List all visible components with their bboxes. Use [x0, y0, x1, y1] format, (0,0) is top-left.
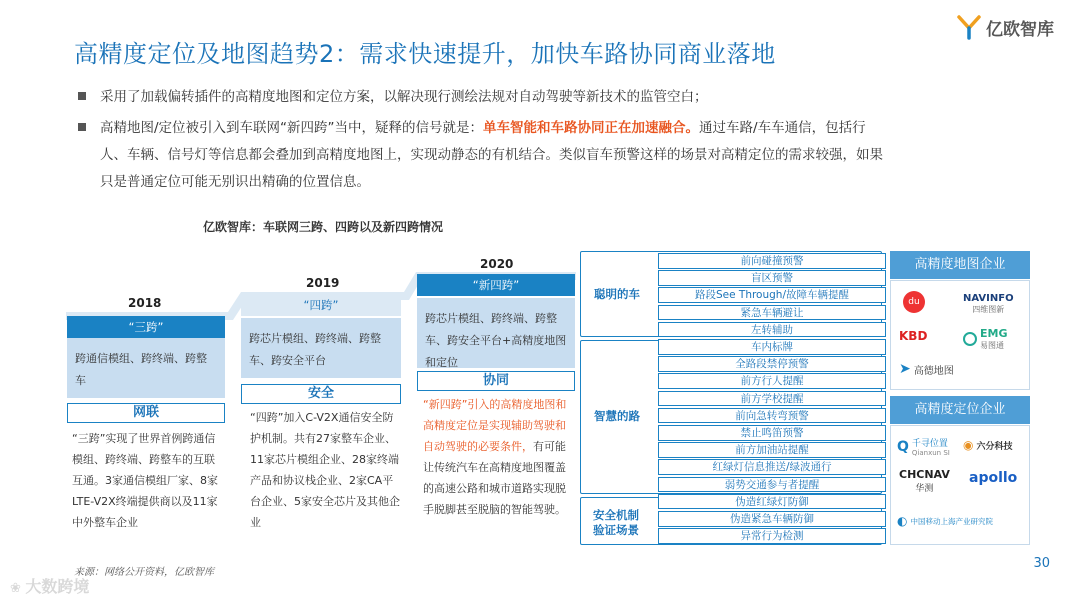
- stage-2018-features: 跨通信模组、跨终端、跨整车: [67, 338, 225, 398]
- watermark-logo-icon: ❀: [10, 581, 26, 596]
- stage-2018-tag: 网联: [67, 403, 225, 423]
- page-title: 高精度定位及地图趋势2：需求快速提升，加快车路协同商业落地: [74, 40, 776, 68]
- scenario-item: 红绿灯信息推送/绿波通行: [658, 459, 886, 475]
- company-qianxun: Q 千寻位置 Qianxun SI: [897, 438, 950, 457]
- company-liufen: ◉ 六分科技: [963, 438, 1013, 452]
- company-chcnav: CHCNAV 华测: [899, 468, 950, 494]
- bullet-square-icon: [78, 92, 86, 100]
- scenario-item: 车内标牌: [658, 339, 886, 355]
- positioning-companies-box: [890, 425, 1030, 545]
- stage-2018-name: “三跨”: [67, 316, 225, 338]
- scenario-item: 前方行人提醒: [658, 373, 886, 389]
- scenario-item: 伪造紧急车辆防御: [658, 511, 886, 527]
- scenario-item: 前方加油站提醒: [658, 442, 886, 458]
- stage-2020-year: 2020: [480, 257, 514, 271]
- positioning-companies-header: 高精度定位企业: [890, 396, 1030, 424]
- qianxun-icon: Q: [897, 438, 909, 455]
- stage-2018-year: 2018: [128, 296, 162, 310]
- stage-2019-year: 2019: [306, 276, 340, 290]
- map-companies-header: 高精度地图企业: [890, 251, 1030, 279]
- company-emg: EMG 易图通: [963, 327, 1008, 351]
- stage-2020-features: 跨芯片模组、跨终端、跨整车、跨安全平台+高精度地图和定位: [417, 298, 575, 368]
- bullet-2-pre: 高精地图/定位被引入到车联网“新四跨”当中，疑释的信号就是：: [100, 120, 484, 136]
- stage-2019-features: 跨芯片模组、跨终端、跨整车、跨安全平台: [241, 318, 401, 378]
- page-number: 30: [1033, 556, 1050, 571]
- bullet-2-highlight: 单车智能和车路协同正在加速融合。: [483, 120, 700, 136]
- group-label-security: 安全机制验证场景: [593, 508, 639, 537]
- scenario-item: 弱势交通参与者提醒: [658, 477, 886, 493]
- bullet-square-icon: [78, 123, 86, 131]
- bullet-2-post: 通过车路/车车通信，包括行: [699, 120, 866, 136]
- company-apollo: apollo: [969, 470, 1018, 486]
- group-label-smart-car: 聪明的车: [594, 287, 640, 301]
- bullet-2-line3: 只是普通定位可能无别识出精确的位置信息。: [100, 174, 370, 190]
- bullet-2-line2: 人、车辆、信号灯等信息都会叠加到高精度地图上，实现动静态的有机结合。类似盲车预警这样的场景对高精定位的需求较强，如果: [100, 147, 883, 163]
- amap-icon: ➤: [899, 361, 911, 377]
- watermark: ❀ 大数跨境: [10, 577, 90, 596]
- group-label-smart-road: 智慧的路: [594, 409, 640, 423]
- stage-2019-tag: 安全: [241, 384, 401, 404]
- stage-2020-desc: [423, 394, 575, 520]
- stage-2020-tag: 协同: [417, 371, 575, 391]
- bullet-1: [78, 84, 1038, 111]
- stage-2020-desc-text: 有可能让传统汽车在高精度地图覆盖的高速公路和城市道路实现脱手脱脚甚至脱脑的智能驾驶。: [423, 440, 566, 516]
- scenario-item: 路段See Through/故障车辆提醒: [658, 287, 886, 303]
- logo-text: 亿欧智库: [986, 19, 1054, 40]
- company-baidu: du: [903, 291, 925, 313]
- stage-2020-name: “新四跨”: [417, 274, 575, 296]
- scenario-item: 前向急转弯预警: [658, 408, 886, 424]
- logo: [956, 14, 1054, 40]
- scenario-item: 紧急车辆避让: [658, 305, 886, 321]
- company-cmri: ◐ 中国移动上海产业研究院: [897, 514, 993, 528]
- map-companies-box: [890, 280, 1030, 390]
- bullet-2: [78, 115, 1038, 196]
- scenario-item: 盲区预警: [658, 270, 886, 286]
- bullet-1-text: 采用了加载偏转插件的高精度地图和定位方案，以解决现行测绘法规对自动驾驶等新技术的监管空白；: [100, 89, 708, 105]
- company-kbd: KBD: [899, 329, 928, 343]
- yiou-logo-icon: [956, 14, 982, 40]
- china-mobile-icon: ◐: [897, 514, 908, 528]
- scenario-item: 左转辅助: [658, 322, 886, 338]
- stage-2019-desc: “四跨”加入C-V2X通信安全防护机制。共有27家整车企业、11家芯片模组企业、28家终端产品和协议栈企业、2家CA平台企业、5家安全芯片及其他企业: [250, 411, 400, 529]
- company-amap: ➤ 高德地图: [899, 361, 954, 377]
- company-navinfo: NAVINFO 四维图新: [963, 293, 1014, 314]
- scenario-item: 伪造红绿灯防御: [658, 494, 886, 510]
- scenario-item: 禁止鸣笛预警: [658, 425, 886, 441]
- scenario-item: 前向碰撞预警: [658, 253, 886, 269]
- emg-icon: [963, 332, 977, 346]
- stage-2019-name: “四跨”: [241, 294, 401, 316]
- source-note: 来源：网络公开资料，亿欧智库: [74, 567, 214, 578]
- scenario-item: 异常行为检测: [658, 528, 886, 544]
- stage-2018-desc: “三跨”实现了世界首例跨通信模组、跨终端、跨整车的互联互通。3家通信模组厂家、8家LTE-V2X终端提供商以及11家中外整车企业: [72, 432, 218, 529]
- diagram-title: 亿欧智库：车联网三跨、四跨以及新四跨情况: [203, 220, 444, 234]
- scenario-item: 全路段禁停预警: [658, 356, 886, 372]
- stage-2020-desc-highlight: “新四跨”引入的高精度地图和高精度定位是实现辅助驾驶和自动驾驶的必要条件，: [423, 398, 567, 453]
- scenario-item: 前方学校提醒: [658, 391, 886, 407]
- liufen-icon: ◉: [963, 438, 974, 452]
